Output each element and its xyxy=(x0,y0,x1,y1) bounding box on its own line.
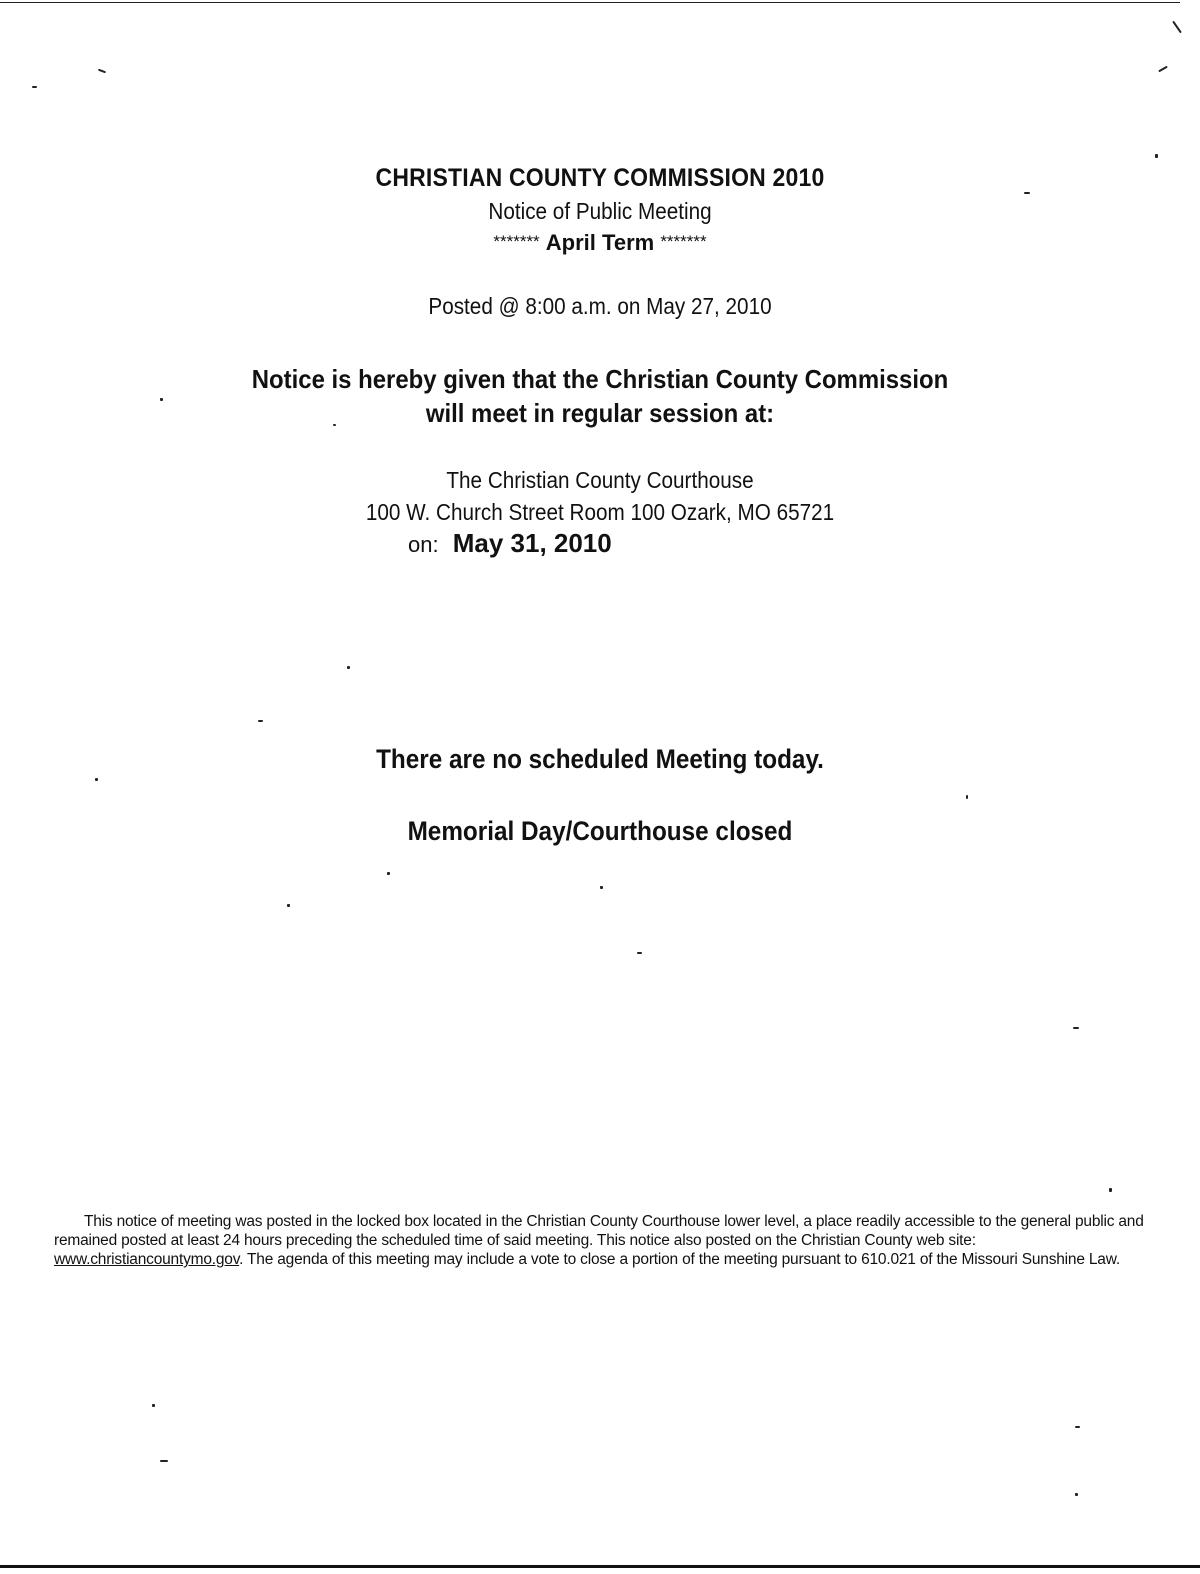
meeting-date-label: on: xyxy=(408,532,439,557)
location-name: The Christian County Courthouse xyxy=(446,467,754,493)
meeting-notice xyxy=(48,362,1152,430)
scan-speck xyxy=(32,86,37,88)
posting-disclaimer xyxy=(54,1212,1146,1269)
no-meeting-announcement: There are no scheduled Meeting today. xyxy=(376,744,824,774)
scan-speck xyxy=(1155,154,1158,158)
top-border-line xyxy=(0,2,1180,3)
meeting-date-line xyxy=(408,528,612,559)
scan-speck xyxy=(1075,1426,1080,1428)
posted-timestamp: Posted @ 8:00 a.m. on May 27, 2010 xyxy=(428,293,772,319)
scan-speck xyxy=(98,69,106,74)
closure-announcement: Memorial Day/Courthouse closed xyxy=(407,816,793,846)
scan-speck xyxy=(1024,192,1030,194)
page-title: CHRISTIAN COUNTY COMMISSION 2010 xyxy=(375,164,825,192)
scan-speck xyxy=(287,904,290,907)
scan-speck xyxy=(160,1460,168,1462)
term-label: April Term xyxy=(545,230,655,255)
county-website-link[interactable]: www.christiancountymo.gov xyxy=(54,1251,240,1268)
bottom-border-line xyxy=(0,1565,1200,1568)
scan-speck xyxy=(966,795,968,799)
term-stars-right: ******* xyxy=(660,232,707,251)
scan-speck xyxy=(1073,1027,1079,1029)
term-stars-left: ******* xyxy=(493,232,540,251)
scan-speck xyxy=(600,886,603,889)
meeting-notice-line-2: will meet in regular session at: xyxy=(425,398,775,428)
scan-speck xyxy=(258,720,263,722)
scan-speck xyxy=(152,1404,155,1407)
location-address: 100 W. Church Street Room 100 Ozark, MO 65721 xyxy=(365,499,835,525)
scan-speck xyxy=(387,872,390,875)
page-subtitle: Notice of Public Meeting xyxy=(488,198,712,224)
scan-speck xyxy=(347,666,350,669)
term-line xyxy=(0,230,1200,256)
scan-speck xyxy=(333,424,336,426)
meeting-notice-line-1: Notice is hereby given that the Christian County Commission xyxy=(251,364,949,394)
scan-speck xyxy=(637,952,642,954)
scan-speck xyxy=(1109,1188,1112,1192)
disclaimer-text-part-2: . The agenda of this meeting may include a vote to close a portion of the meeting pursuant to 610.021 of the Missouri Sunshine Law. xyxy=(239,1251,1120,1268)
scan-speck xyxy=(1158,66,1168,73)
scan-speck xyxy=(95,778,98,781)
scan-speck xyxy=(160,398,163,401)
disclaimer-text-part-1: This notice of meeting was posted in the locked box located in the Christian County Courthouse lower level, a place readily accessible to the general public and remained posted at least 24 hours preceding the scheduled time of said meeting. This notice also posted on the Christian County web site: xyxy=(54,1213,1144,1249)
scan-speck xyxy=(1075,1493,1078,1496)
meeting-date: May 31, 2010 xyxy=(452,528,612,558)
scan-speck xyxy=(1172,21,1182,34)
meeting-location xyxy=(60,464,1140,528)
